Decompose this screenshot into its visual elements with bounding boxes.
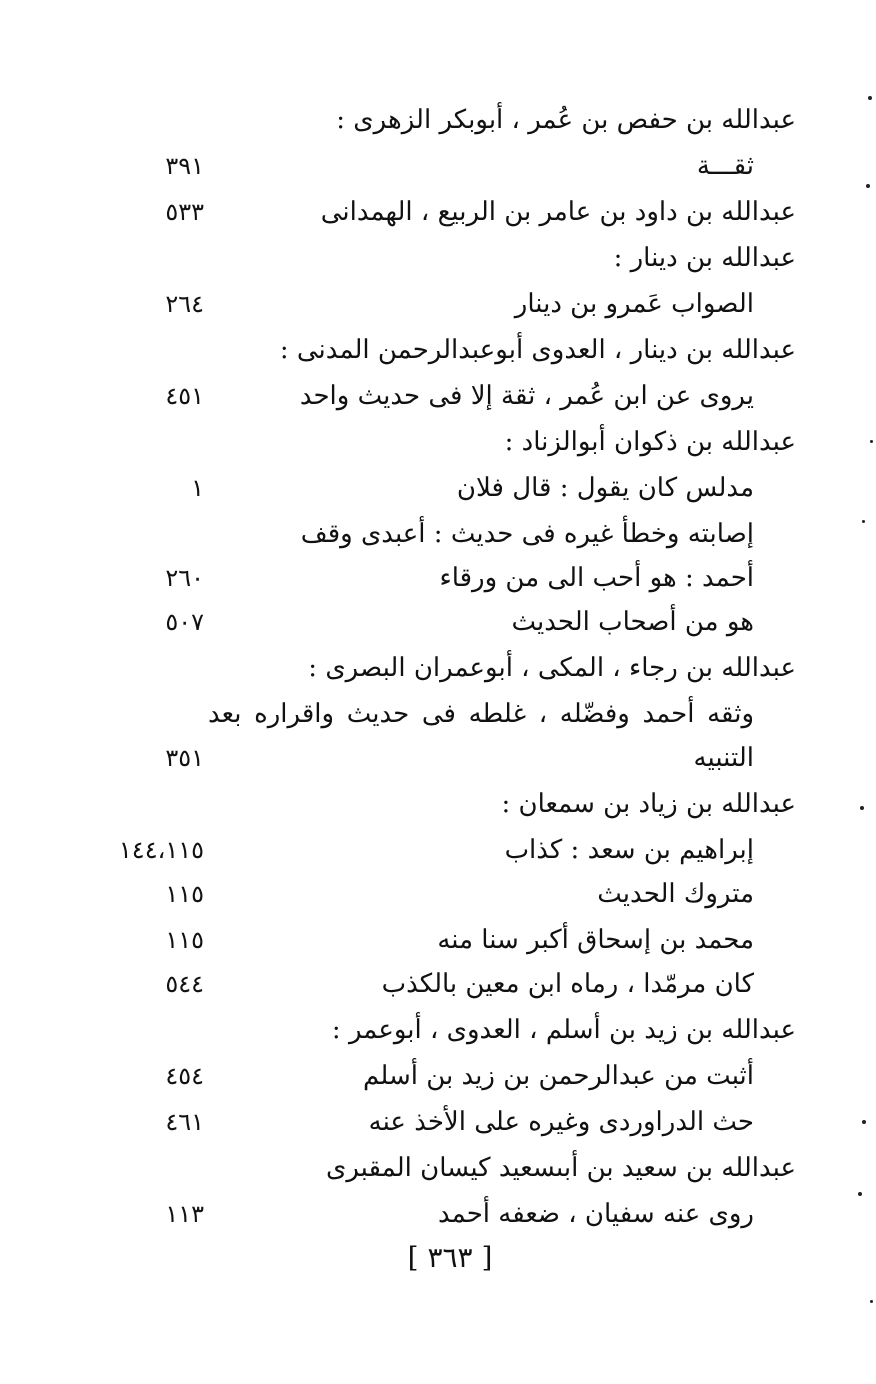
index-entry-sub: [80, 514, 796, 554]
scan-speck: [870, 440, 873, 443]
scan-speck: [858, 1192, 862, 1196]
index-entry-heading: [80, 330, 796, 370]
entry-page-ref: ٤٦١: [165, 1108, 204, 1136]
index-entry-heading: [80, 192, 796, 232]
index-entry-heading: [80, 238, 796, 278]
entry-text: إصابته وخطأ غيره فى حديث : أعبدى وقف: [300, 519, 754, 549]
scan-speck: [868, 96, 872, 100]
index-entry-sub: [80, 1102, 796, 1142]
entry-page-ref: ٥٤٤: [165, 970, 204, 998]
entry-page-ref: ١١٥: [165, 880, 204, 908]
entry-page-ref: ٥٣٣: [165, 198, 204, 226]
entry-page-ref: ١٤٤،١١٥: [118, 836, 204, 864]
entry-page-ref: ٣٩١: [165, 152, 204, 180]
index-entry-sub: [80, 558, 796, 598]
entry-text: ثقـــة: [696, 151, 754, 181]
entry-text: أحمد : هو أحب الى من ورقاء: [439, 563, 754, 593]
scan-speck: [860, 806, 864, 810]
index-entry-sub: [80, 830, 796, 870]
entry-text: عبدالله بن زيد بن أسلم ، العدوى ، أبوعمر :: [331, 1015, 796, 1045]
index-entry-sub: [80, 602, 796, 642]
entry-page-ref: ٤٥١: [165, 382, 204, 410]
entry-text: عبدالله بن زياد بن سمعان :: [501, 789, 796, 819]
entry-text: إبراهيم بن سعد : كذاب: [504, 835, 754, 865]
index-entry-sub: [80, 920, 796, 960]
entry-page-ref: ٢٦٤: [165, 290, 204, 318]
scan-speck: [870, 1300, 873, 1303]
index-entry-heading: [80, 648, 796, 688]
index-entry-sub: [80, 874, 796, 914]
entry-text: عبدالله بن دينار :: [613, 243, 796, 273]
scan-speck: [862, 520, 865, 523]
entry-page-ref: ٣٥١: [165, 744, 204, 772]
index-entry-sub: [80, 468, 796, 508]
entry-text: وثقه أحمد وفضّله ، غلطه فى حديث واقراره بعد: [208, 699, 754, 729]
entry-text: مدلس كان يقول : قال فلان: [456, 473, 754, 503]
entry-page-ref: ١١٣: [165, 1200, 204, 1228]
entry-text: أثبت من عبدالرحمن بن زيد بن أسلم: [363, 1061, 754, 1091]
index-entry-sub: [80, 284, 796, 324]
entry-text: عبدالله بن ذكوان أبوالزناد :: [504, 427, 796, 457]
entry-text: حث الدراوردى وغيره على الأخذ عنه: [368, 1107, 754, 1137]
entry-page-ref: ٥٠٧: [165, 608, 204, 636]
entry-text: عبدالله بن سعيد بن أبىسعيد كيسان المقبرى: [325, 1153, 796, 1183]
entry-text: هو من أصحاب الحديث: [511, 607, 754, 637]
index-entry-heading: [80, 100, 796, 140]
entry-text: عبدالله بن حفص بن عُمر ، أبوبكر الزهرى :: [336, 105, 796, 135]
entry-page-ref: ٢٦٠: [165, 564, 204, 592]
entry-page-ref: ١: [191, 474, 204, 502]
page-number: [ ٣٦٣ ]: [407, 1241, 493, 1274]
index-entry-heading: [80, 784, 796, 824]
entry-text: محمد بن إسحاق أكبر سنا منه: [437, 925, 754, 955]
entry-text: يروى عن ابن عُمر ، ثقة إلا فى حديث واحد: [299, 381, 754, 411]
index-entry-sub: [80, 1194, 796, 1234]
entry-text: عبدالله بن رجاء ، المكى ، أبوعمران البصرى :: [308, 653, 796, 683]
entry-text: روى عنه سفيان ، ضعفه أحمد: [438, 1199, 754, 1229]
index-entry-sub: [80, 738, 796, 778]
entry-text: كان مرمّدا ، رماه ابن معين بالكذب: [381, 969, 754, 999]
index-entry-sub: [80, 376, 796, 416]
entry-text: عبدالله بن دينار ، العدوى أبوعبدالرحمن المدنى :: [279, 335, 796, 365]
entry-text: التنبيه: [693, 743, 754, 773]
index-entry-heading: [80, 1148, 796, 1188]
entry-text: الصواب عَمرو بن دينار: [514, 289, 754, 319]
entry-page-ref: ٤٥٤: [165, 1062, 204, 1090]
index-entry-sub: [80, 964, 796, 1004]
index-entry-heading: [80, 1010, 796, 1050]
index-entry-sub: [80, 694, 796, 734]
index-entry-sub: [80, 146, 796, 186]
entry-text: عبدالله بن داود بن عامر بن الربيع ، الهمدانى: [320, 197, 796, 227]
index-entry-heading: [80, 422, 796, 462]
scan-speck: [866, 184, 870, 188]
entry-text: متروك الحديث: [597, 879, 754, 909]
index-entry-sub: [80, 1056, 796, 1096]
scan-speck: [862, 1120, 866, 1124]
entry-page-ref: ١١٥: [165, 926, 204, 954]
